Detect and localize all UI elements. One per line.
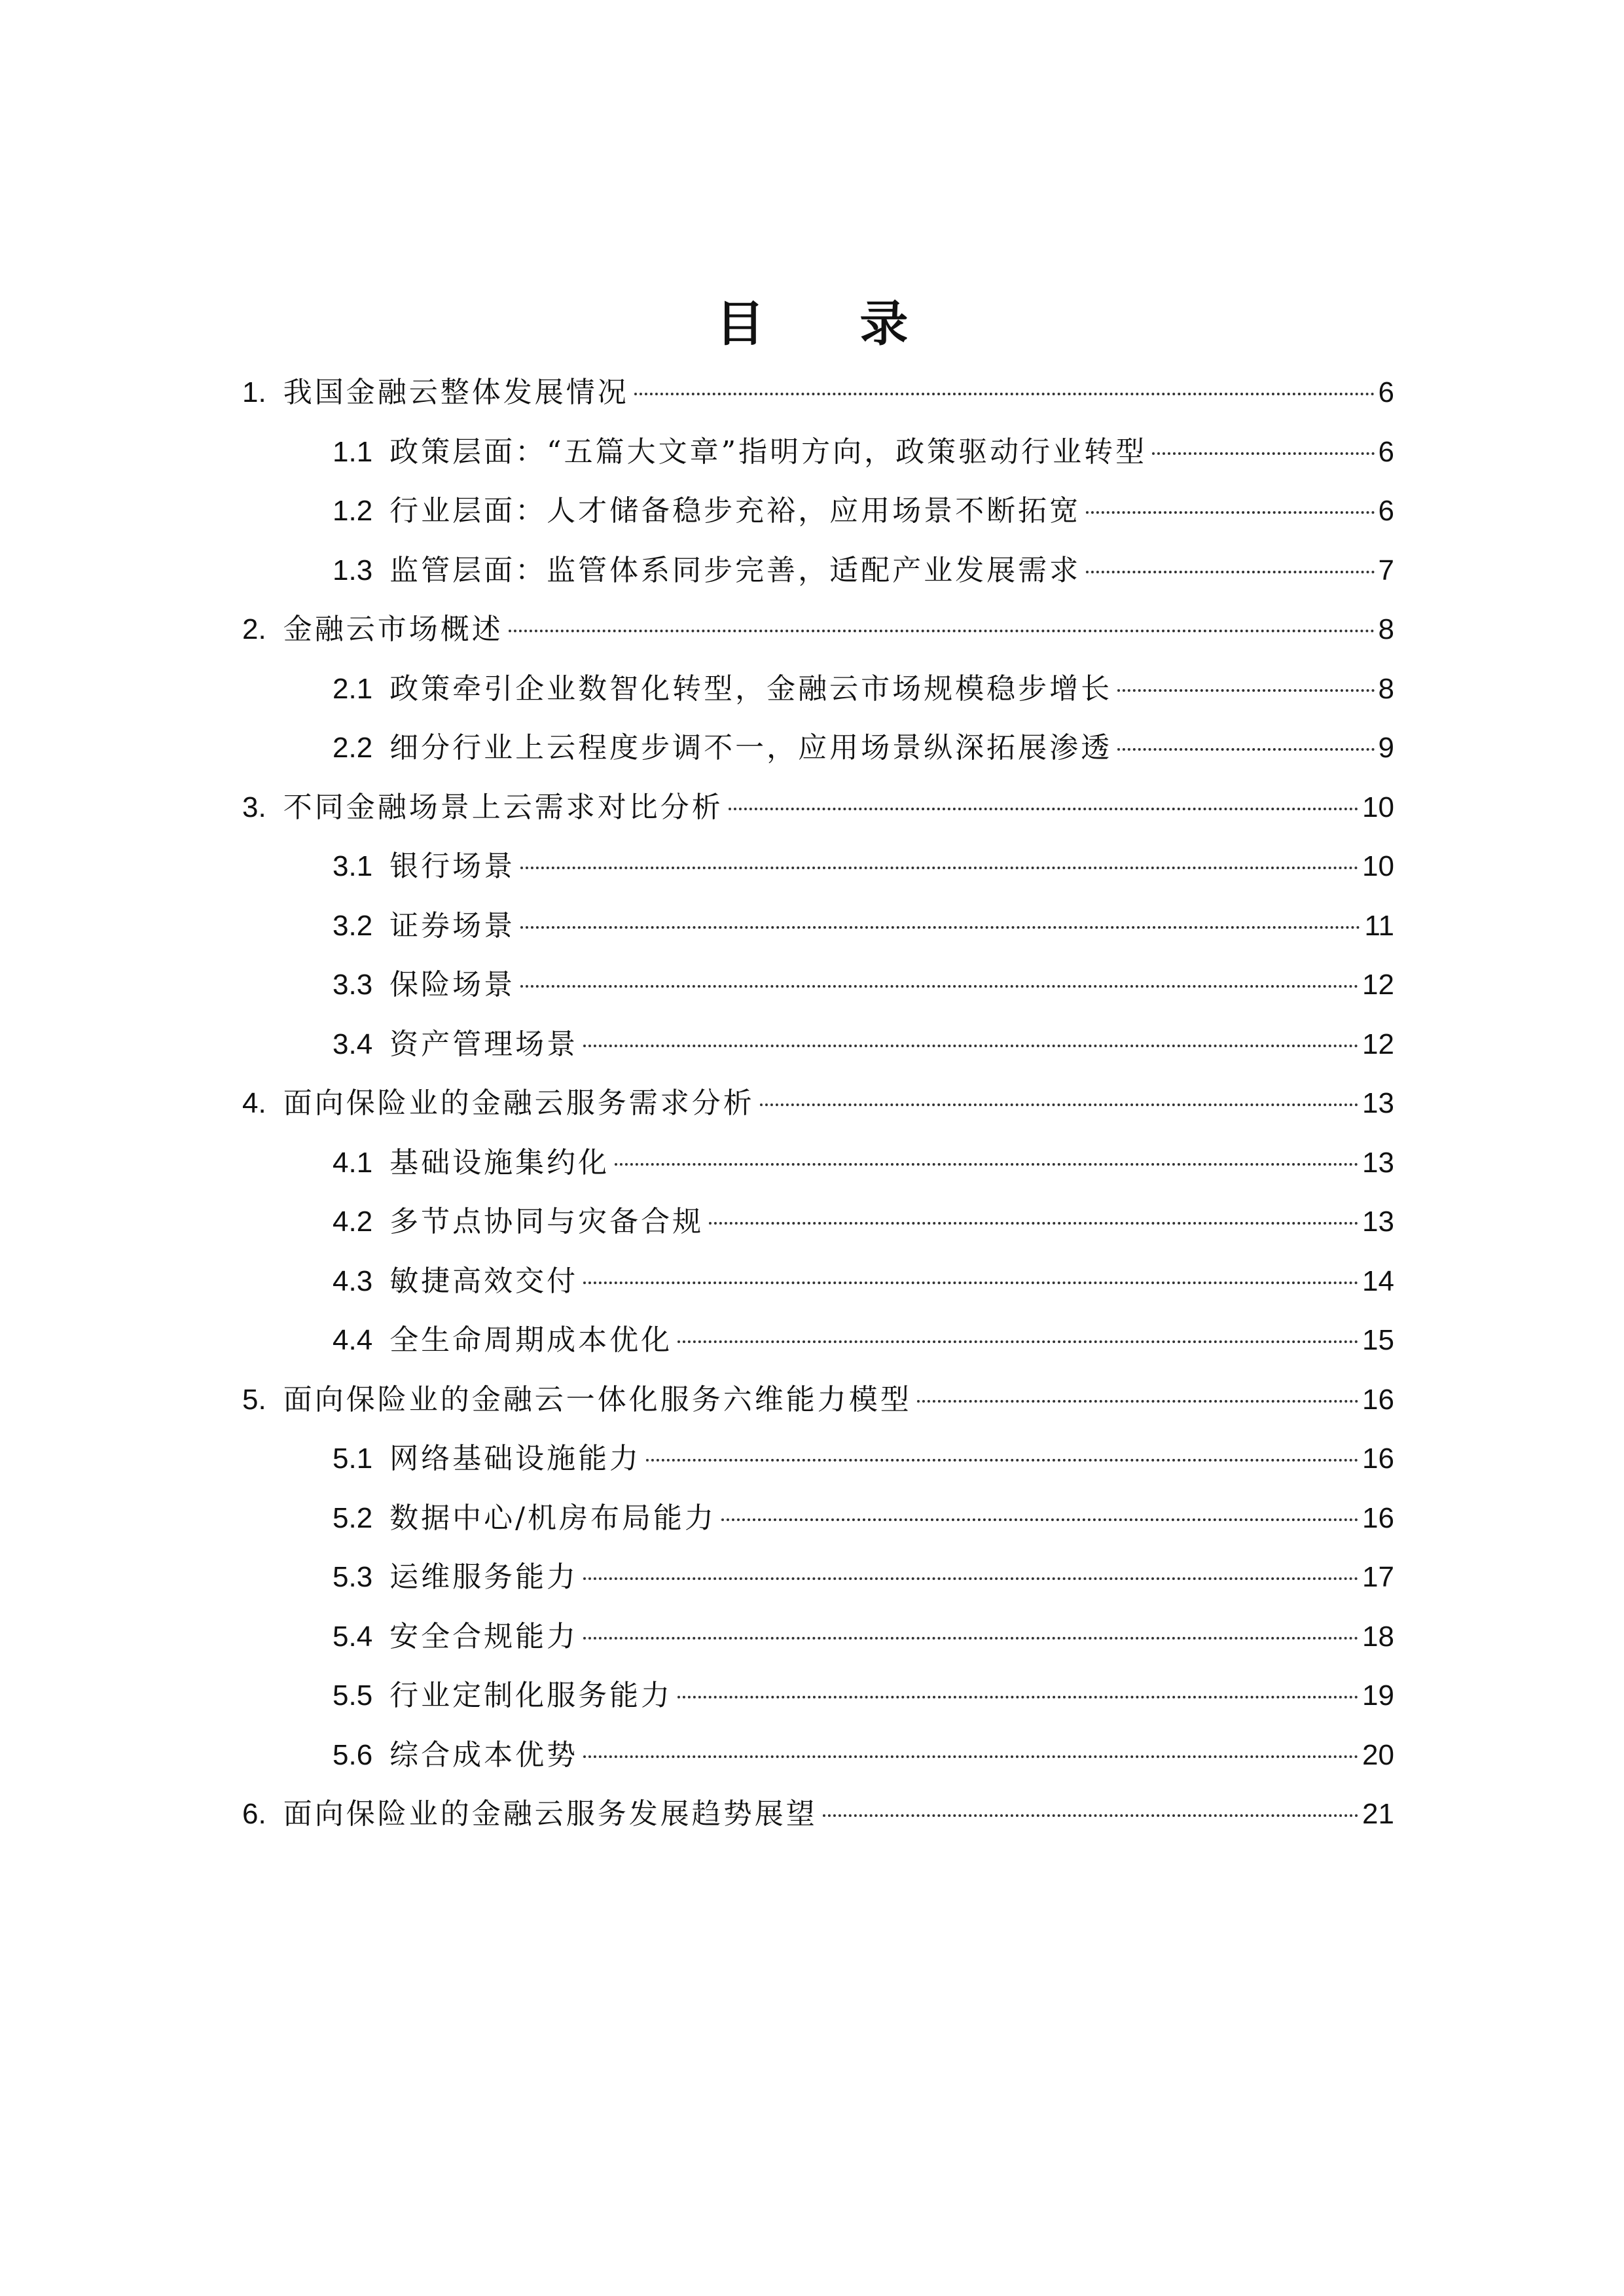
- toc-entry-number: 5.6: [333, 1738, 373, 1771]
- toc-page-number: 10: [1362, 850, 1394, 882]
- toc-entry-number: 3.1: [333, 850, 373, 882]
- toc-entry-number: 2.: [242, 613, 266, 645]
- toc-entry-number: 3.2: [333, 909, 373, 942]
- toc-section-entry[interactable]: [242, 541, 1394, 601]
- toc-chapter-entry[interactable]: [242, 363, 1394, 423]
- toc-dot-leader: [1086, 571, 1374, 573]
- toc-dot-leader: [917, 1400, 1358, 1403]
- toc-dot-leader: [583, 1637, 1358, 1640]
- toc-entry-number: 4.2: [333, 1206, 373, 1238]
- toc-page-number: 16: [1362, 1501, 1394, 1534]
- toc-dot-leader: [509, 630, 1375, 632]
- toc-entry-title: 金融云市场概述: [283, 613, 503, 646]
- toc-entry-title: 全生命周期成本优化: [389, 1323, 673, 1357]
- toc-section-entry[interactable]: [242, 956, 1394, 1015]
- toc-entry-title: 面向保险业的金融云一体化服务六维能力模型: [283, 1382, 912, 1416]
- toc-entry-title: 我国金融云整体发展情况: [283, 376, 629, 409]
- toc-section-entry[interactable]: [242, 1548, 1394, 1607]
- toc-entry-title: 证券场景: [389, 908, 516, 942]
- toc-entry-title: 多节点协同与灾备合规: [389, 1205, 704, 1238]
- toc-section-entry[interactable]: [242, 1134, 1394, 1193]
- toc-list: [242, 363, 1394, 1844]
- toc-section-entry[interactable]: [242, 1252, 1394, 1312]
- toc-chapter-entry[interactable]: [242, 1074, 1394, 1134]
- toc-entry-number: 5.2: [333, 1501, 373, 1534]
- toc-entry-title: 面向保险业的金融云服务发展趋势展望: [283, 1797, 818, 1831]
- toc-entry-title: 银行场景: [389, 850, 516, 883]
- toc-page-number: 13: [1362, 1146, 1394, 1179]
- toc-page-number: 8: [1378, 613, 1394, 645]
- toc-entry-number: 2.2: [333, 732, 373, 764]
- toc-page-number: 17: [1362, 1561, 1394, 1593]
- toc-page-number: 11: [1364, 909, 1394, 942]
- toc-entry-title: 不同金融场景上云需求对比分析: [283, 790, 723, 824]
- toc-page-number: 19: [1362, 1679, 1394, 1712]
- toc-section-entry[interactable]: [242, 482, 1394, 541]
- toc-entry-title: 面向保险业的金融云服务需求分析: [283, 1086, 755, 1120]
- toc-section-entry[interactable]: [242, 1015, 1394, 1075]
- toc-chapter-entry[interactable]: [242, 778, 1394, 838]
- toc-dot-leader: [1117, 748, 1374, 751]
- toc-entry-title: 监管层面：监管体系同步完善，适配产业发展需求: [389, 553, 1081, 587]
- toc-title: 目 录: [715, 296, 948, 352]
- toc-dot-leader: [583, 1045, 1358, 1047]
- toc-page-number: 7: [1378, 554, 1394, 586]
- toc-section-entry[interactable]: [242, 1726, 1394, 1785]
- toc-chapter-entry[interactable]: [242, 600, 1394, 660]
- toc-dot-leader: [1152, 452, 1374, 455]
- toc-entry-title: 行业定制化服务能力: [389, 1679, 673, 1712]
- toc-entry-title: 敏捷高效交付: [389, 1264, 579, 1298]
- toc-dot-leader: [520, 867, 1358, 869]
- toc-dot-leader: [729, 808, 1358, 810]
- toc-dot-leader: [583, 1282, 1358, 1284]
- toc-entry-number: 1.: [242, 376, 266, 408]
- toc-dot-leader: [709, 1222, 1358, 1225]
- toc-page-number: 15: [1362, 1324, 1394, 1356]
- toc-section-entry[interactable]: [242, 1311, 1394, 1371]
- toc-entry-number: 5.3: [333, 1561, 373, 1593]
- toc-page-number: 13: [1362, 1206, 1394, 1238]
- toc-chapter-entry[interactable]: [242, 1785, 1394, 1844]
- toc-entry-number: 4.1: [333, 1146, 373, 1179]
- toc-entry-number: 5.4: [333, 1620, 373, 1653]
- toc-page-number: 9: [1378, 732, 1394, 764]
- toc-page-number: 16: [1362, 1443, 1394, 1475]
- toc-entry-number: 4.3: [333, 1265, 373, 1297]
- toc-entry-number: 5.1: [333, 1443, 373, 1475]
- toc-page-number: 20: [1362, 1738, 1394, 1771]
- toc-page-number: 10: [1362, 791, 1394, 823]
- toc-entry-title: 政策层面：“五篇大文章”指明方向，政策驱动行业转型: [389, 435, 1147, 469]
- toc-entry-title: 保险场景: [389, 968, 516, 1001]
- toc-entry-title: 数据中心/机房布局能力: [389, 1501, 716, 1535]
- toc-entry-number: 4.: [242, 1087, 266, 1119]
- toc-dot-leader: [1117, 689, 1374, 692]
- toc-dot-leader: [634, 393, 1375, 395]
- toc-dot-leader: [677, 1696, 1358, 1698]
- toc-entry-number: 6.: [242, 1798, 266, 1830]
- toc-section-entry[interactable]: [242, 1607, 1394, 1667]
- toc-entry-number: 5.: [242, 1383, 266, 1416]
- toc-section-entry[interactable]: [242, 423, 1394, 482]
- toc-chapter-entry[interactable]: [242, 1371, 1394, 1430]
- toc-dot-leader: [646, 1459, 1358, 1462]
- toc-entry-title: 基础设施集约化: [389, 1145, 610, 1179]
- toc-page-number: 6: [1378, 376, 1394, 408]
- toc-page-number: 13: [1362, 1087, 1394, 1119]
- toc-entry-number: 1.3: [333, 554, 373, 586]
- toc-section-entry[interactable]: [242, 1666, 1394, 1726]
- toc-page-number: 14: [1362, 1265, 1394, 1297]
- toc-page-number: 8: [1378, 672, 1394, 705]
- toc-entry-title: 安全合规能力: [389, 1619, 579, 1653]
- toc-entry-number: 3.: [242, 791, 266, 823]
- toc-entry-title: 运维服务能力: [389, 1560, 579, 1594]
- toc-section-entry[interactable]: [242, 1489, 1394, 1549]
- toc-page-number: 12: [1362, 969, 1394, 1001]
- toc-entry-title: 资产管理场景: [389, 1027, 579, 1061]
- toc-section-entry[interactable]: [242, 1429, 1394, 1489]
- toc-page-number: 6: [1378, 495, 1394, 527]
- toc-entry-number: 3.3: [333, 969, 373, 1001]
- toc-dot-leader: [823, 1814, 1358, 1817]
- toc-section-entry[interactable]: [242, 660, 1394, 719]
- toc-entry-number: 5.5: [333, 1679, 373, 1712]
- toc-entry-number: 4.4: [333, 1324, 373, 1356]
- toc-entry-title: 行业层面：人才储备稳步充裕，应用场景不断拓宽: [389, 494, 1081, 528]
- toc-entry-number: 2.1: [333, 672, 373, 705]
- toc-dot-leader: [1086, 511, 1374, 514]
- toc-entry-title: 细分行业上云程度步调不一，应用场景纵深拓展渗透: [389, 731, 1113, 764]
- toc-dot-leader: [583, 1755, 1358, 1758]
- toc-section-entry[interactable]: [242, 719, 1394, 778]
- toc-page-number: 6: [1378, 435, 1394, 468]
- toc-dot-leader: [583, 1577, 1358, 1580]
- toc-section-entry[interactable]: [242, 1193, 1394, 1252]
- toc-page-number: 16: [1362, 1383, 1394, 1416]
- toc-entry-number: 1.1: [333, 435, 373, 468]
- toc-page-number: 12: [1362, 1028, 1394, 1060]
- toc-entry-number: 3.4: [333, 1028, 373, 1060]
- toc-page-number: 18: [1362, 1620, 1394, 1653]
- toc-section-entry[interactable]: [242, 837, 1394, 897]
- toc-entry-title: 综合成本优势: [389, 1738, 579, 1772]
- toc-dot-leader: [520, 985, 1358, 988]
- toc-entry-number: 1.2: [333, 495, 373, 527]
- toc-dot-leader: [760, 1103, 1358, 1106]
- toc-dot-leader: [677, 1340, 1358, 1343]
- toc-entry-title: 网络基础设施能力: [389, 1442, 641, 1475]
- toc-section-entry[interactable]: [242, 897, 1394, 956]
- toc-entry-title: 政策牵引企业数智化转型，金融云市场规模稳步增长: [389, 672, 1113, 706]
- toc-dot-leader: [520, 926, 1360, 929]
- toc-dot-leader: [721, 1518, 1358, 1521]
- toc-dot-leader: [615, 1163, 1358, 1166]
- toc-page-number: 21: [1362, 1798, 1394, 1830]
